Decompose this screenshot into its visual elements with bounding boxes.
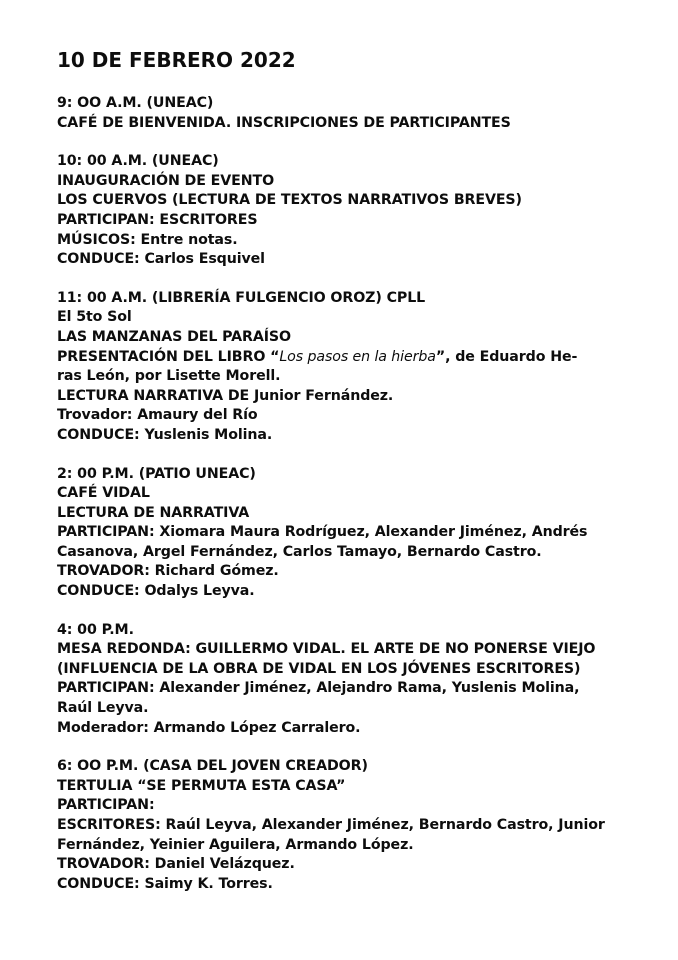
event-line: Casanova, Argel Fernández, Carlos Tamayo, Bernardo Castro. — [57, 543, 542, 560]
event-line: LECTURA DE NARRATIVA — [57, 504, 250, 521]
event-11am — [57, 289, 637, 446]
event-line: CONDUCE: Saimy K. Torres. — [57, 875, 273, 892]
event-time: 6: OO P.M. (CASA DEL JOVEN CREADOR) — [57, 758, 368, 775]
event-line: TROVADOR: Richard Gómez. — [57, 563, 279, 580]
event-line: CAFÉ DE BIENVENIDA. INSCRIPCIONES DE PARTICIPANTES — [57, 114, 511, 131]
event-4pm — [57, 621, 637, 739]
event-line: CAFÉ VIDAL — [57, 485, 150, 502]
event-line: ras León, por Lisette Morell. — [57, 368, 281, 385]
event-line: Moderador: Armando López Carralero. — [57, 719, 361, 736]
document-title: 10 DE FEBRERO 2022 — [57, 48, 296, 72]
event-time: 2: 00 P.M. (PATIO UNEAC) — [57, 465, 256, 482]
book-title: Los pasos en la hierba — [279, 348, 436, 365]
event-time: 9: OO A.M. (UNEAC) — [57, 95, 214, 111]
event-time: 11: 00 A.M. (LIBRERÍA FULGENCIO OROZ) CPLL — [57, 289, 426, 306]
presentation-suffix: ”, de Eduardo He- — [435, 348, 578, 365]
event-line: LECTURA NARRATIVA DE Junior Fernández. — [57, 387, 394, 404]
event-line: PARTICIPAN: — [57, 797, 155, 814]
event-line: El 5to Sol — [57, 309, 132, 326]
event-line: Fernández, Yeinier Aguilera, Armando López. — [57, 836, 414, 853]
event-time: 4: 00 P.M. — [57, 621, 134, 638]
event-line: INAUGURACIÓN DE EVENTO — [57, 172, 275, 189]
event-line: Trovador: Amaury del Río — [57, 407, 258, 424]
event-9am — [57, 94, 637, 133]
event-line: PARTICIPAN: Alexander Jiménez, Alejandro Rama, Yuslenis Molina, — [57, 680, 580, 697]
event-2pm — [57, 465, 637, 602]
program-document — [57, 46, 637, 913]
event-line: CONDUCE: Carlos Esquivel — [57, 251, 265, 268]
event-line: PARTICIPAN: ESCRITORES — [57, 211, 258, 228]
event-line: TERTULIA “SE PERMUTA ESTA CASA” — [57, 777, 346, 794]
event-line: (INFLUENCIA DE LA OBRA DE VIDAL EN LOS JÓVENES ESCRITORES) — [57, 660, 581, 677]
event-line: TROVADOR: Daniel Velázquez. — [57, 856, 295, 873]
event-6pm — [57, 757, 637, 894]
event-line: Raúl Leyva. — [57, 700, 149, 717]
event-line: MÚSICOS: Entre notas. — [57, 231, 238, 248]
event-line: LAS MANZANAS DEL PARAÍSO — [57, 328, 292, 345]
event-line: CONDUCE: Odalys Leyva. — [57, 583, 255, 600]
book-presentation-line — [57, 348, 637, 368]
event-line: MESA REDONDA: GUILLERMO VIDAL. EL ARTE DE NO PONERSE VIEJO — [57, 641, 596, 658]
event-time: 10: 00 A.M. (UNEAC) — [57, 153, 219, 170]
event-line: PARTICIPAN: Xiomara Maura Rodríguez, Alexander Jiménez, Andrés — [57, 524, 588, 541]
event-line: CONDUCE: Yuslenis Molina. — [57, 426, 273, 443]
presentation-prefix: PRESENTACIÓN DEL LIBRO “ — [57, 348, 280, 365]
event-10am — [57, 152, 637, 270]
event-line: LOS CUERVOS (LECTURA DE TEXTOS NARRATIVOS BREVES) — [57, 192, 522, 209]
event-line: ESCRITORES: Raúl Leyva, Alexander Jiménez, Bernardo Castro, Junior — [57, 817, 605, 833]
